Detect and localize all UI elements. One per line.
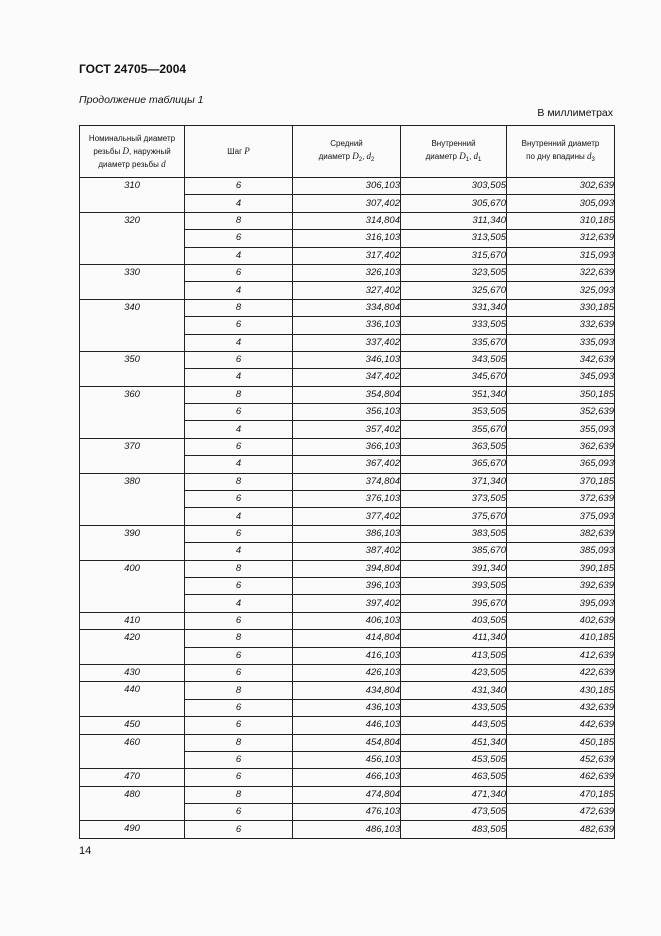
inner-diameter-cell: 331,340 <box>401 299 507 316</box>
inner-diameter-cell: 463,505 <box>401 769 507 786</box>
nominal-diameter-cell: 470 <box>80 769 185 786</box>
pitch-cell: 6 <box>185 230 293 247</box>
root-diameter-cell: 322,639 <box>507 264 615 281</box>
pitch-cell: 4 <box>185 334 293 351</box>
middle-diameter-cell: 327,402 <box>293 282 401 299</box>
header-middle-diameter: Средний диаметр $D_2$, $d_2$ <box>293 126 401 178</box>
pitch-cell: 6 <box>185 804 293 821</box>
header-pitch: Шаг P <box>185 126 293 178</box>
middle-diameter-cell: 346,103 <box>293 351 401 368</box>
middle-diameter-cell: 336,103 <box>293 317 401 334</box>
root-diameter-cell: 330,185 <box>507 299 615 316</box>
table-row <box>80 821 615 838</box>
middle-diameter-cell: 387,402 <box>293 543 401 560</box>
nominal-diameter-cell: 430 <box>80 664 185 681</box>
nominal-diameter-cell: 390 <box>80 525 185 560</box>
root-diameter-cell: 385,093 <box>507 543 615 560</box>
pitch-cell: 4 <box>185 508 293 525</box>
root-diameter-cell: 345,093 <box>507 369 615 386</box>
units-note: В миллиметрах <box>537 107 613 119</box>
inner-diameter-cell: 333,505 <box>401 317 507 334</box>
root-diameter-cell: 432,639 <box>507 699 615 716</box>
inner-diameter-cell: 395,670 <box>401 595 507 612</box>
table-row <box>80 786 615 803</box>
middle-diameter-cell: 374,804 <box>293 473 401 490</box>
middle-diameter-cell: 376,103 <box>293 491 401 508</box>
middle-diameter-cell: 316,103 <box>293 230 401 247</box>
table-row <box>80 264 615 281</box>
root-diameter-cell: 422,639 <box>507 664 615 681</box>
table-row <box>80 299 615 316</box>
inner-diameter-cell: 385,670 <box>401 543 507 560</box>
root-diameter-cell: 362,639 <box>507 438 615 455</box>
pitch-cell: 6 <box>185 491 293 508</box>
pitch-cell: 6 <box>185 577 293 594</box>
table-row <box>80 386 615 403</box>
table-header-row <box>80 126 615 178</box>
page-number: 14 <box>79 845 92 857</box>
middle-diameter-cell: 406,103 <box>293 612 401 629</box>
inner-diameter-cell: 345,670 <box>401 369 507 386</box>
middle-diameter-cell: 476,103 <box>293 804 401 821</box>
root-diameter-cell: 335,093 <box>507 334 615 351</box>
table-row <box>80 664 615 681</box>
inner-diameter-cell: 365,670 <box>401 456 507 473</box>
middle-diameter-cell: 354,804 <box>293 386 401 403</box>
inner-diameter-cell: 375,670 <box>401 508 507 525</box>
pitch-cell: 6 <box>185 612 293 629</box>
pitch-cell: 8 <box>185 630 293 647</box>
inner-diameter-cell: 311,340 <box>401 212 507 229</box>
root-diameter-cell: 342,639 <box>507 351 615 368</box>
root-diameter-cell: 370,185 <box>507 473 615 490</box>
table-row <box>80 717 615 734</box>
nominal-diameter-cell: 420 <box>80 630 185 665</box>
middle-diameter-cell: 446,103 <box>293 717 401 734</box>
inner-diameter-cell: 373,505 <box>401 491 507 508</box>
pitch-cell: 8 <box>185 734 293 751</box>
pitch-cell: 6 <box>185 769 293 786</box>
table-row <box>80 734 615 751</box>
nominal-diameter-cell: 350 <box>80 351 185 386</box>
root-diameter-cell: 390,185 <box>507 560 615 577</box>
inner-diameter-cell: 431,340 <box>401 682 507 699</box>
inner-diameter-cell: 305,670 <box>401 195 507 212</box>
inner-diameter-cell: 351,340 <box>401 386 507 403</box>
table-caption: Продолжение таблицы 1 <box>79 94 204 106</box>
thread-diameter-table <box>79 125 615 839</box>
middle-diameter-cell: 337,402 <box>293 334 401 351</box>
inner-diameter-cell: 383,505 <box>401 525 507 542</box>
middle-diameter-cell: 414,804 <box>293 630 401 647</box>
inner-diameter-cell: 403,505 <box>401 612 507 629</box>
middle-diameter-cell: 317,402 <box>293 247 401 264</box>
root-diameter-cell: 462,639 <box>507 769 615 786</box>
table-row <box>80 525 615 542</box>
inner-diameter-cell: 473,505 <box>401 804 507 821</box>
root-diameter-cell: 402,639 <box>507 612 615 629</box>
nominal-diameter-cell: 310 <box>80 178 185 213</box>
pitch-cell: 8 <box>185 560 293 577</box>
pitch-cell: 4 <box>185 456 293 473</box>
pitch-cell: 6 <box>185 647 293 664</box>
nominal-diameter-cell: 380 <box>80 473 185 525</box>
middle-diameter-cell: 416,103 <box>293 647 401 664</box>
inner-diameter-cell: 371,340 <box>401 473 507 490</box>
inner-diameter-cell: 313,505 <box>401 230 507 247</box>
pitch-cell: 8 <box>185 299 293 316</box>
root-diameter-cell: 450,185 <box>507 734 615 751</box>
inner-diameter-cell: 411,340 <box>401 630 507 647</box>
pitch-cell: 6 <box>185 699 293 716</box>
inner-diameter-cell: 471,340 <box>401 786 507 803</box>
inner-diameter-cell: 335,670 <box>401 334 507 351</box>
root-diameter-cell: 382,639 <box>507 525 615 542</box>
inner-diameter-cell: 323,505 <box>401 264 507 281</box>
inner-diameter-cell: 453,505 <box>401 751 507 768</box>
middle-diameter-cell: 396,103 <box>293 577 401 594</box>
nominal-diameter-cell: 400 <box>80 560 185 612</box>
middle-diameter-cell: 434,804 <box>293 682 401 699</box>
root-diameter-cell: 352,639 <box>507 404 615 421</box>
table-row <box>80 682 615 699</box>
middle-diameter-cell: 386,103 <box>293 525 401 542</box>
middle-diameter-cell: 474,804 <box>293 786 401 803</box>
middle-diameter-cell: 367,402 <box>293 456 401 473</box>
pitch-cell: 4 <box>185 543 293 560</box>
pitch-cell: 4 <box>185 247 293 264</box>
table-row <box>80 630 615 647</box>
middle-diameter-cell: 326,103 <box>293 264 401 281</box>
inner-diameter-cell: 393,505 <box>401 577 507 594</box>
root-diameter-cell: 372,639 <box>507 491 615 508</box>
pitch-cell: 4 <box>185 282 293 299</box>
pitch-cell: 4 <box>185 421 293 438</box>
pitch-cell: 4 <box>185 369 293 386</box>
nominal-diameter-cell: 360 <box>80 386 185 438</box>
pitch-cell: 4 <box>185 195 293 212</box>
middle-diameter-cell: 454,804 <box>293 734 401 751</box>
middle-diameter-cell: 394,804 <box>293 560 401 577</box>
middle-diameter-cell: 357,402 <box>293 421 401 438</box>
pitch-cell: 6 <box>185 525 293 542</box>
root-diameter-cell: 410,185 <box>507 630 615 647</box>
inner-diameter-cell: 483,505 <box>401 821 507 838</box>
table-row <box>80 769 615 786</box>
pitch-cell: 6 <box>185 178 293 195</box>
inner-diameter-cell: 303,505 <box>401 178 507 195</box>
table-body <box>80 178 615 839</box>
pitch-cell: 8 <box>185 682 293 699</box>
table-row <box>80 473 615 490</box>
pitch-cell: 8 <box>185 386 293 403</box>
middle-diameter-cell: 347,402 <box>293 369 401 386</box>
pitch-cell: 8 <box>185 212 293 229</box>
root-diameter-cell: 470,185 <box>507 786 615 803</box>
nominal-diameter-cell: 320 <box>80 212 185 264</box>
root-diameter-cell: 355,093 <box>507 421 615 438</box>
table-row <box>80 438 615 455</box>
inner-diameter-cell: 355,670 <box>401 421 507 438</box>
table-row <box>80 178 615 195</box>
middle-diameter-cell: 356,103 <box>293 404 401 421</box>
nominal-diameter-cell: 410 <box>80 612 185 629</box>
root-diameter-cell: 375,093 <box>507 508 615 525</box>
table-row <box>80 351 615 368</box>
inner-diameter-cell: 391,340 <box>401 560 507 577</box>
middle-diameter-cell: 486,103 <box>293 821 401 838</box>
middle-diameter-cell: 436,103 <box>293 699 401 716</box>
inner-diameter-cell: 423,505 <box>401 664 507 681</box>
root-diameter-cell: 305,093 <box>507 195 615 212</box>
nominal-diameter-cell: 370 <box>80 438 185 473</box>
middle-diameter-cell: 366,103 <box>293 438 401 455</box>
pitch-cell: 8 <box>185 473 293 490</box>
middle-diameter-cell: 334,804 <box>293 299 401 316</box>
pitch-cell: 6 <box>185 317 293 334</box>
document-title: ГОСТ 24705—2004 <box>79 62 187 76</box>
root-diameter-cell: 350,185 <box>507 386 615 403</box>
nominal-diameter-cell: 450 <box>80 717 185 734</box>
header-nominal-diameter: Номинальный диаметр резьбы D, наружный диаметр резьбы d <box>80 126 185 178</box>
middle-diameter-cell: 466,103 <box>293 769 401 786</box>
pitch-cell: 6 <box>185 821 293 838</box>
header-inner-root-diameter: Внутренний диаметр по дну впадины $d_3$ <box>507 126 615 178</box>
inner-diameter-cell: 325,670 <box>401 282 507 299</box>
root-diameter-cell: 332,639 <box>507 317 615 334</box>
nominal-diameter-cell: 340 <box>80 299 185 351</box>
root-diameter-cell: 302,639 <box>507 178 615 195</box>
nominal-diameter-cell: 330 <box>80 264 185 299</box>
table-row <box>80 612 615 629</box>
inner-diameter-cell: 451,340 <box>401 734 507 751</box>
middle-diameter-cell: 314,804 <box>293 212 401 229</box>
table-row <box>80 212 615 229</box>
root-diameter-cell: 365,093 <box>507 456 615 473</box>
inner-diameter-cell: 343,505 <box>401 351 507 368</box>
middle-diameter-cell: 426,103 <box>293 664 401 681</box>
pitch-cell: 6 <box>185 438 293 455</box>
pitch-cell: 6 <box>185 664 293 681</box>
inner-diameter-cell: 443,505 <box>401 717 507 734</box>
root-diameter-cell: 412,639 <box>507 647 615 664</box>
pitch-cell: 6 <box>185 351 293 368</box>
nominal-diameter-cell: 460 <box>80 734 185 769</box>
root-diameter-cell: 472,639 <box>507 804 615 821</box>
pitch-cell: 6 <box>185 404 293 421</box>
table-row <box>80 560 615 577</box>
root-diameter-cell: 452,639 <box>507 751 615 768</box>
inner-diameter-cell: 433,505 <box>401 699 507 716</box>
root-diameter-cell: 442,639 <box>507 717 615 734</box>
root-diameter-cell: 315,093 <box>507 247 615 264</box>
root-diameter-cell: 430,185 <box>507 682 615 699</box>
root-diameter-cell: 310,185 <box>507 212 615 229</box>
inner-diameter-cell: 353,505 <box>401 404 507 421</box>
middle-diameter-cell: 307,402 <box>293 195 401 212</box>
root-diameter-cell: 395,093 <box>507 595 615 612</box>
middle-diameter-cell: 377,402 <box>293 508 401 525</box>
inner-diameter-cell: 413,505 <box>401 647 507 664</box>
pitch-cell: 6 <box>185 717 293 734</box>
pitch-cell: 6 <box>185 751 293 768</box>
pitch-cell: 4 <box>185 595 293 612</box>
header-inner-diameter: Внутренний диаметр $D_1$, $d_1$ <box>401 126 507 178</box>
nominal-diameter-cell: 480 <box>80 786 185 821</box>
inner-diameter-cell: 315,670 <box>401 247 507 264</box>
root-diameter-cell: 325,093 <box>507 282 615 299</box>
root-diameter-cell: 482,639 <box>507 821 615 838</box>
middle-diameter-cell: 306,103 <box>293 178 401 195</box>
root-diameter-cell: 392,639 <box>507 577 615 594</box>
inner-diameter-cell: 363,505 <box>401 438 507 455</box>
nominal-diameter-cell: 490 <box>80 821 185 838</box>
pitch-cell: 8 <box>185 786 293 803</box>
pitch-cell: 6 <box>185 264 293 281</box>
nominal-diameter-cell: 440 <box>80 682 185 717</box>
middle-diameter-cell: 397,402 <box>293 595 401 612</box>
middle-diameter-cell: 456,103 <box>293 751 401 768</box>
root-diameter-cell: 312,639 <box>507 230 615 247</box>
